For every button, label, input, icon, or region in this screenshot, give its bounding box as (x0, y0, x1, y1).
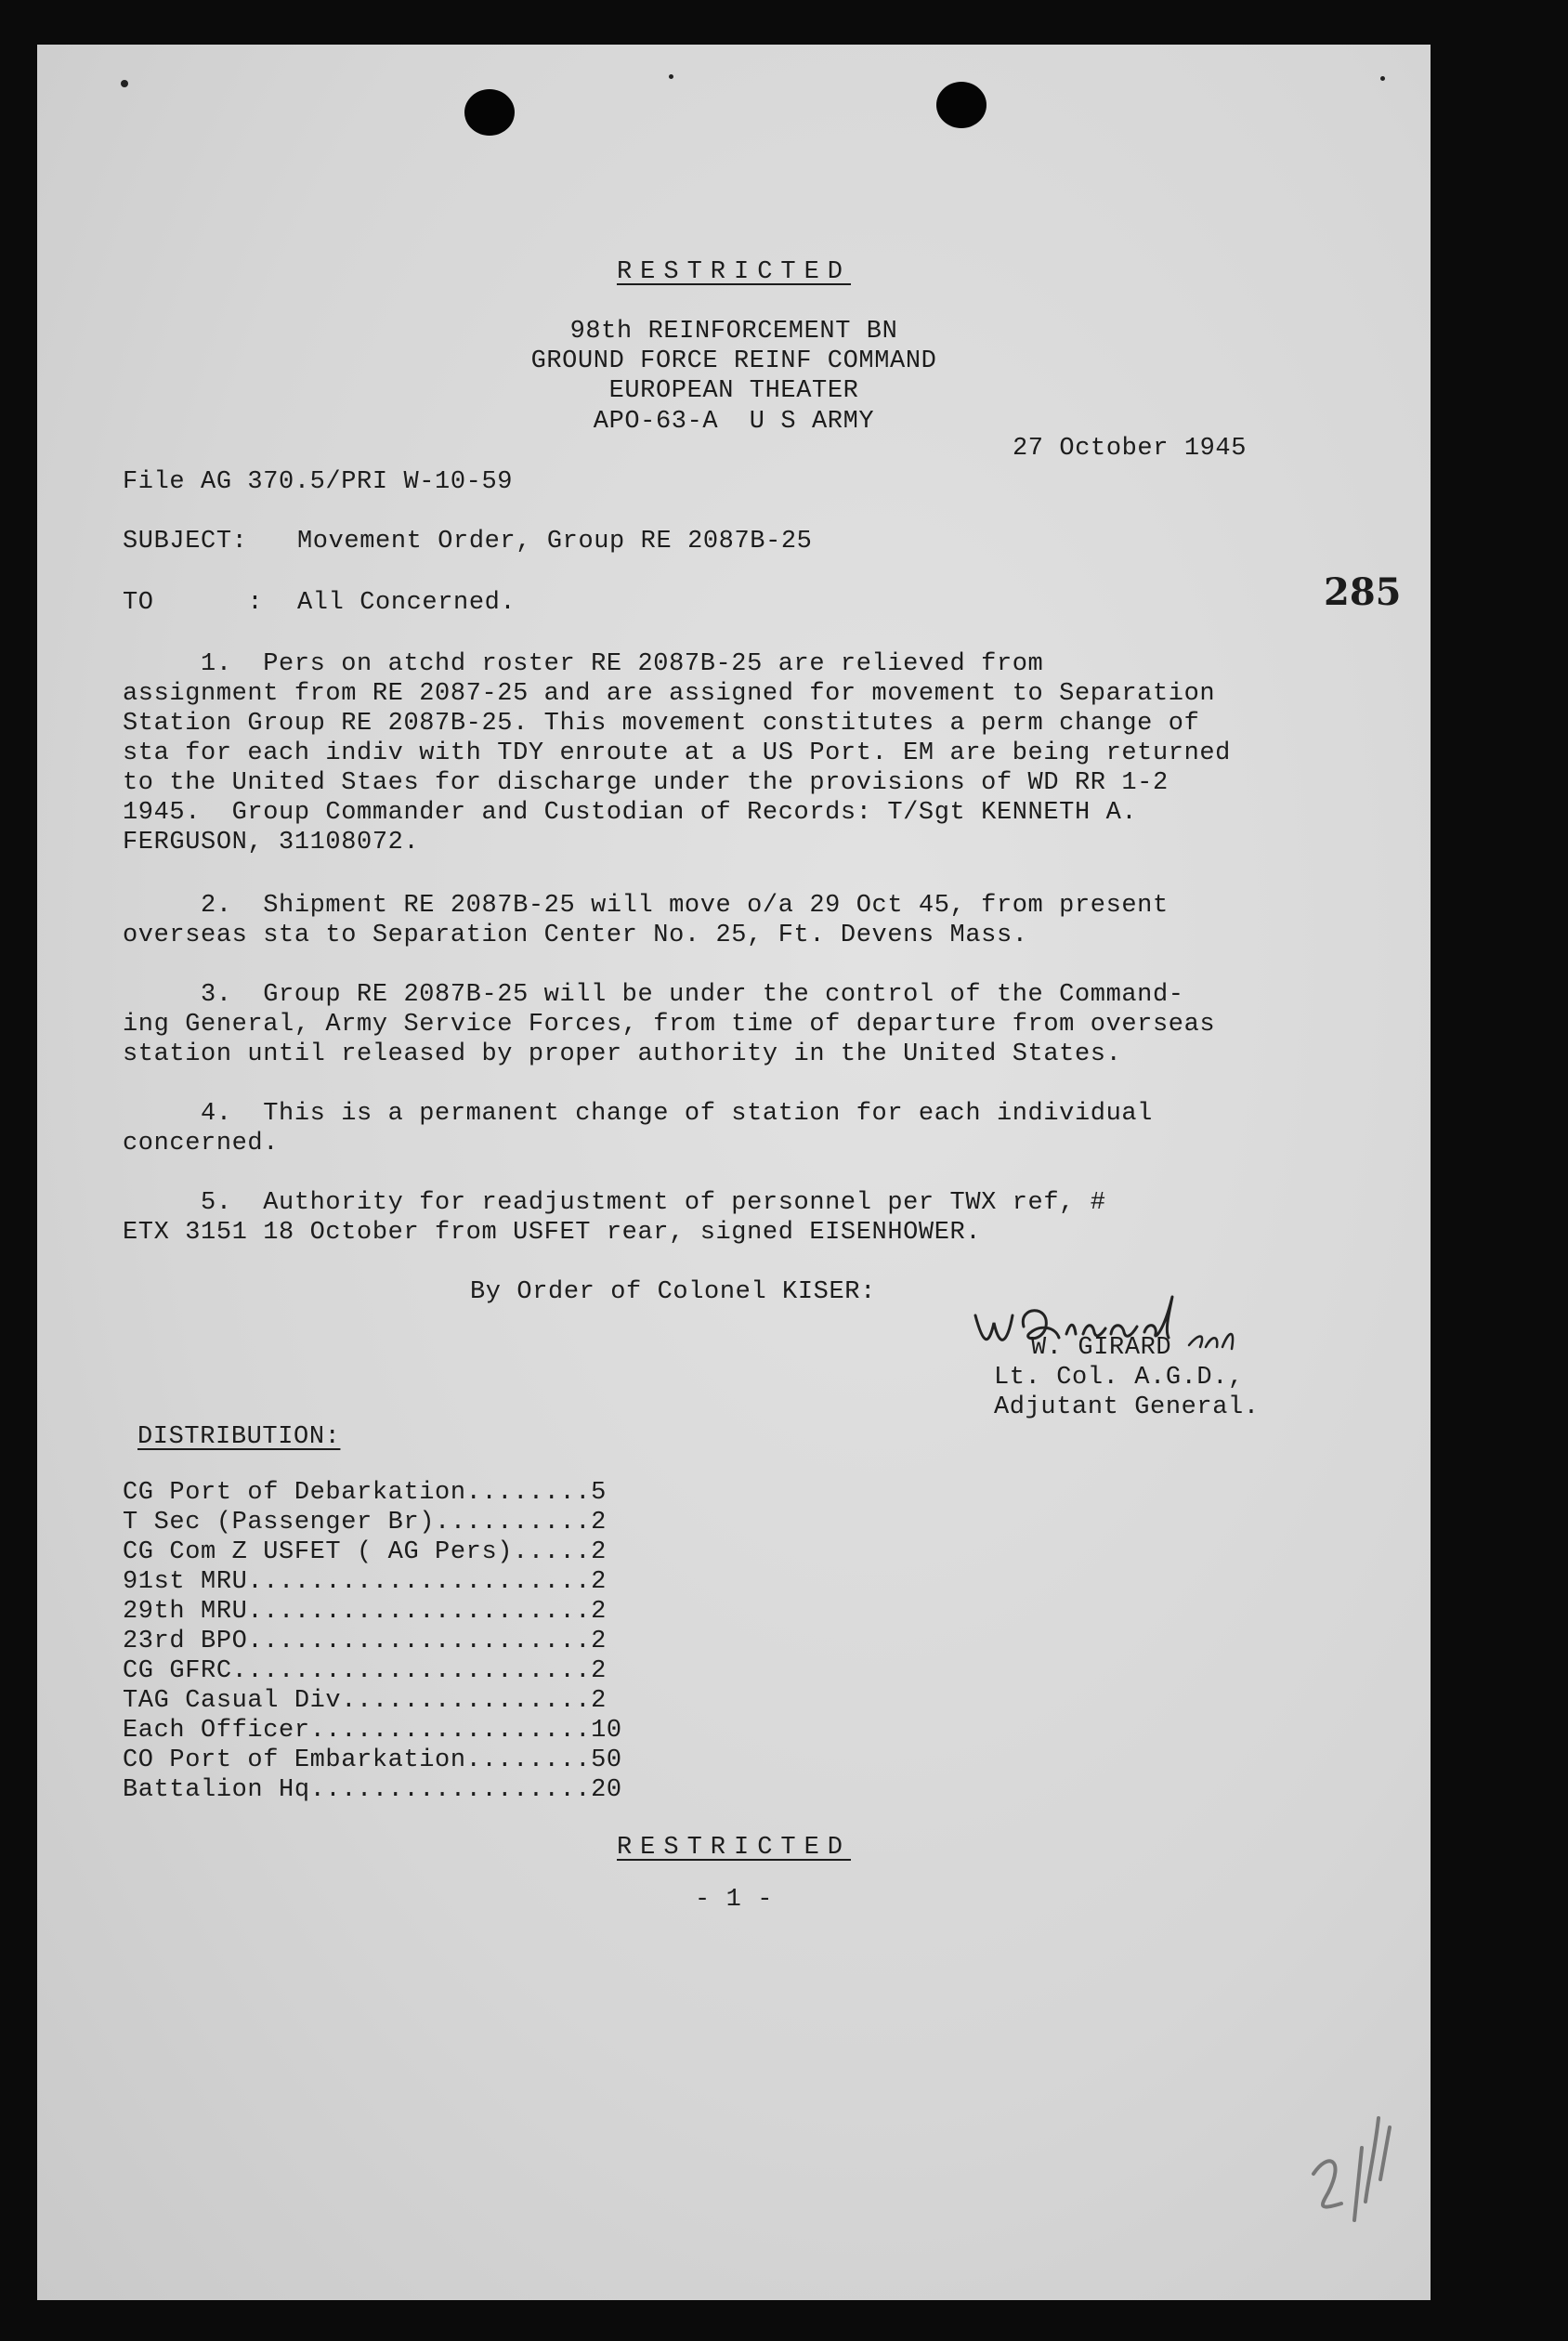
unit-line-1: 98th REINFORCEMENT BN (569, 318, 898, 346)
para-3-line: station until released by proper authority in the United States. (123, 1040, 1122, 1068)
distribution-row: CG Com Z USFET ( AG Pers).....2 (123, 1538, 607, 1566)
para-1-line: to the United Staes for discharge under the provisions of WD RR 1-2 (123, 769, 1169, 797)
signer-rank: Lt. Col. A.G.D., (994, 1364, 1244, 1392)
distribution-row: CG GFRC.......................2 (123, 1657, 607, 1685)
pencil-corner-mark (1300, 2062, 1421, 2230)
distribution-row: 29th MRU......................2 (123, 1598, 607, 1626)
to-label: TO : (123, 589, 264, 617)
restricted-header: RESTRICTED (616, 258, 852, 286)
distribution-row: Battalion Hq..................20 (123, 1776, 622, 1804)
para-4-line: 4. This is a permanent change of station for each individual (123, 1100, 1153, 1128)
para-3-line: ing General, Army Service Forces, from time of departure from overseas (123, 1011, 1216, 1039)
para-1-line: 1. Pers on atchd roster RE 2087B-25 are relieved from (123, 650, 1044, 678)
subject-text: Movement Order, Group RE 2087B-25 (297, 528, 813, 556)
file-reference: File AG 370.5/PRI W-10-59 (123, 468, 514, 496)
speck (669, 74, 673, 79)
unit-line-2: GROUND FORCE REINF COMMAND (530, 347, 937, 375)
distribution-row: CG Port of Debarkation........5 (123, 1479, 607, 1507)
unit-line-4: APO-63-A U S ARMY (593, 408, 875, 436)
para-2-line: 2. Shipment RE 2087B-25 will move o/a 29 Oct 45, from present (123, 892, 1169, 920)
distribution-row: CO Port of Embarkation........50 (123, 1746, 622, 1774)
punch-hole-left (464, 89, 515, 136)
speck (1380, 76, 1385, 81)
distribution-row: T Sec (Passenger Br)..........2 (123, 1509, 607, 1537)
signer-name: W. GIRARD (1031, 1334, 1172, 1362)
distribution-row: Each Officer..................10 (123, 1717, 622, 1745)
punch-hole-right (936, 82, 987, 128)
unit-line-3: EUROPEAN THEATER (608, 377, 859, 405)
to-text: All Concerned. (297, 589, 516, 617)
para-1-line: FERGUSON, 31108072. (123, 829, 420, 857)
page-stamp-number: 285 (1324, 570, 1402, 614)
distribution-row: 91st MRU......................2 (123, 1568, 607, 1596)
para-1-line: 1945. Group Commander and Custodian of Records: T/Sgt KENNETH A. (123, 799, 1138, 827)
para-5-line: 5. Authority for readjustment of personnel per TWX ref, # (123, 1189, 1106, 1217)
distribution-row: 23rd BPO......................2 (123, 1628, 607, 1655)
para-1-line: sta for each indiv with TDY enroute at a US Port. EM are being returned (123, 739, 1231, 767)
signer-title: Adjutant General. (994, 1393, 1260, 1421)
para-1-line: Station Group RE 2087B-25. This movement constitutes a perm change of (123, 710, 1200, 738)
para-4-line: concerned. (123, 1130, 280, 1157)
speck (121, 80, 128, 87)
para-5-line: ETX 3151 18 October from USFET rear, signed EISENHOWER. (123, 1219, 982, 1247)
subject-label: SUBJECT: (123, 528, 248, 556)
distribution-row: TAG Casual Div................2 (123, 1687, 607, 1715)
document-date: 27 October 1945 (1013, 435, 1248, 463)
para-1-line: assignment from RE 2087-25 and are assigned for movement to Separation (123, 680, 1216, 708)
para-2-line: overseas sta to Separation Center No. 25, Ft. Devens Mass. (123, 922, 1028, 949)
by-order-line: By Order of Colonel KISER: (470, 1278, 876, 1306)
para-3-line: 3. Group RE 2087B-25 will be under the control of the Command- (123, 981, 1184, 1009)
distribution-label: DISTRIBUTION: (137, 1423, 341, 1451)
restricted-footer: RESTRICTED (616, 1834, 852, 1862)
document-page (37, 45, 1431, 2300)
page-number: - 1 - (694, 1886, 773, 1914)
